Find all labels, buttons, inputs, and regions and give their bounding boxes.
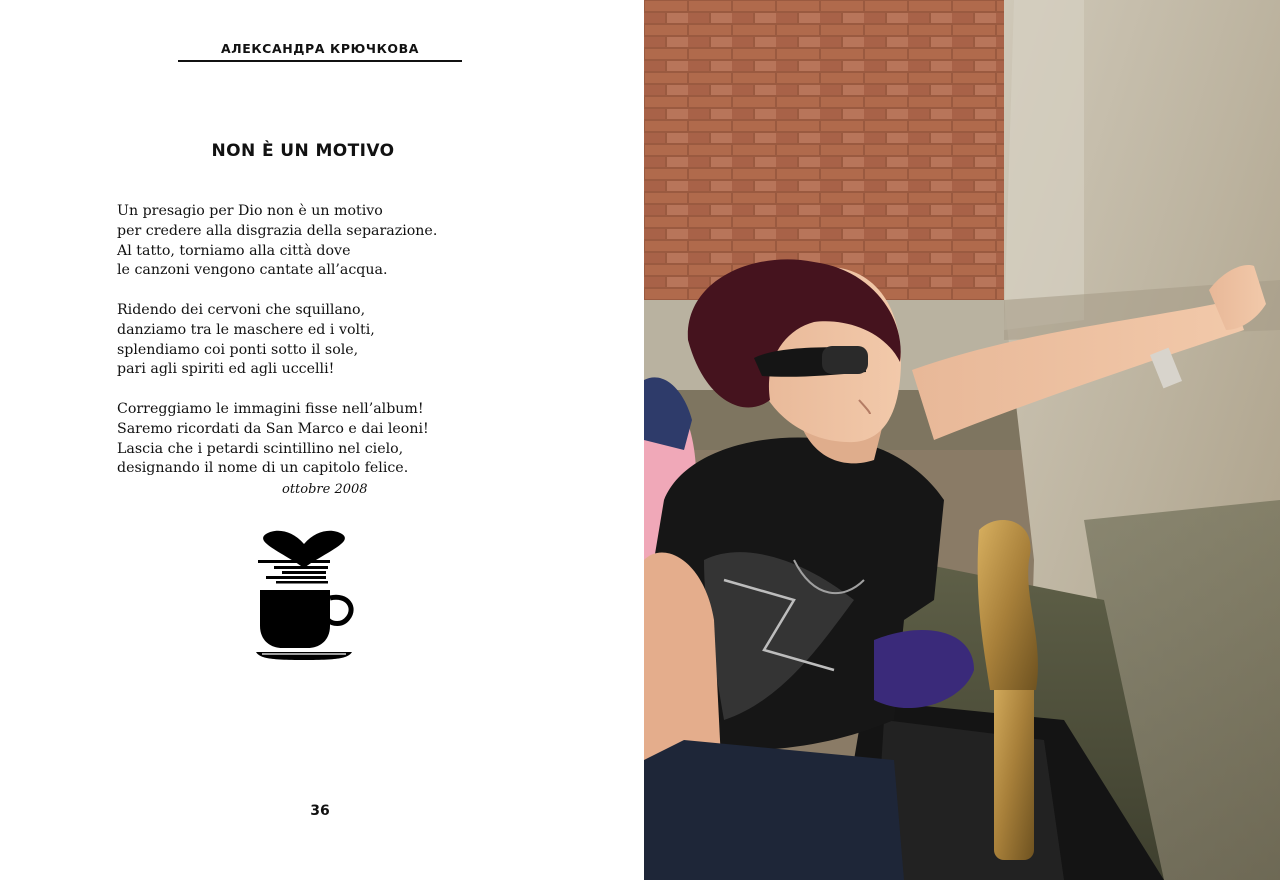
poem-line: danziamo tra le maschere ed i volti, bbox=[117, 321, 375, 338]
running-header-author: АЛЕКСАНДРА КРЮЧКОВА bbox=[220, 41, 420, 56]
poem-line: le canzoni vengono cantate all’acqua. bbox=[117, 262, 388, 279]
heart-coffee-cup-icon bbox=[252, 528, 356, 662]
poem-line: Un presagio per Dio non è un motivo bbox=[117, 203, 383, 219]
poem-line: designando il nome di un capitolo felice. bbox=[117, 460, 409, 477]
poem-line: Ridendo dei cervoni che squillano, bbox=[117, 301, 366, 318]
poem-line: pari agli spiriti ed agli uccelli! bbox=[117, 361, 335, 378]
stanza-3 bbox=[117, 400, 447, 479]
poem-line: splendiamo coi ponti sotto il sole, bbox=[117, 341, 359, 358]
right-page-photo bbox=[644, 0, 1280, 880]
stanza-1 bbox=[117, 202, 447, 281]
poem-title: NON È UN MOTIVO bbox=[211, 141, 395, 161]
page-number: 36 bbox=[310, 803, 330, 819]
poem-line: per credere alla disgrazia della separazione. bbox=[117, 222, 438, 239]
poem-line: Al tatto, torniamo alla città dove bbox=[117, 242, 351, 259]
poem-body bbox=[117, 202, 447, 479]
header-divider bbox=[178, 60, 462, 62]
poem-line: Saremo ricordati da San Marco e dai leoni! bbox=[117, 420, 429, 437]
photo-woman-gondola bbox=[644, 0, 1280, 880]
poem-date: ottobre 2008 bbox=[282, 482, 368, 497]
stanza-2 bbox=[117, 301, 447, 380]
poem-line: Correggiamo le immagini fisse nell’album! bbox=[117, 400, 424, 417]
poem-line: Lascia che i petardi scintillino nel cielo, bbox=[117, 440, 404, 457]
